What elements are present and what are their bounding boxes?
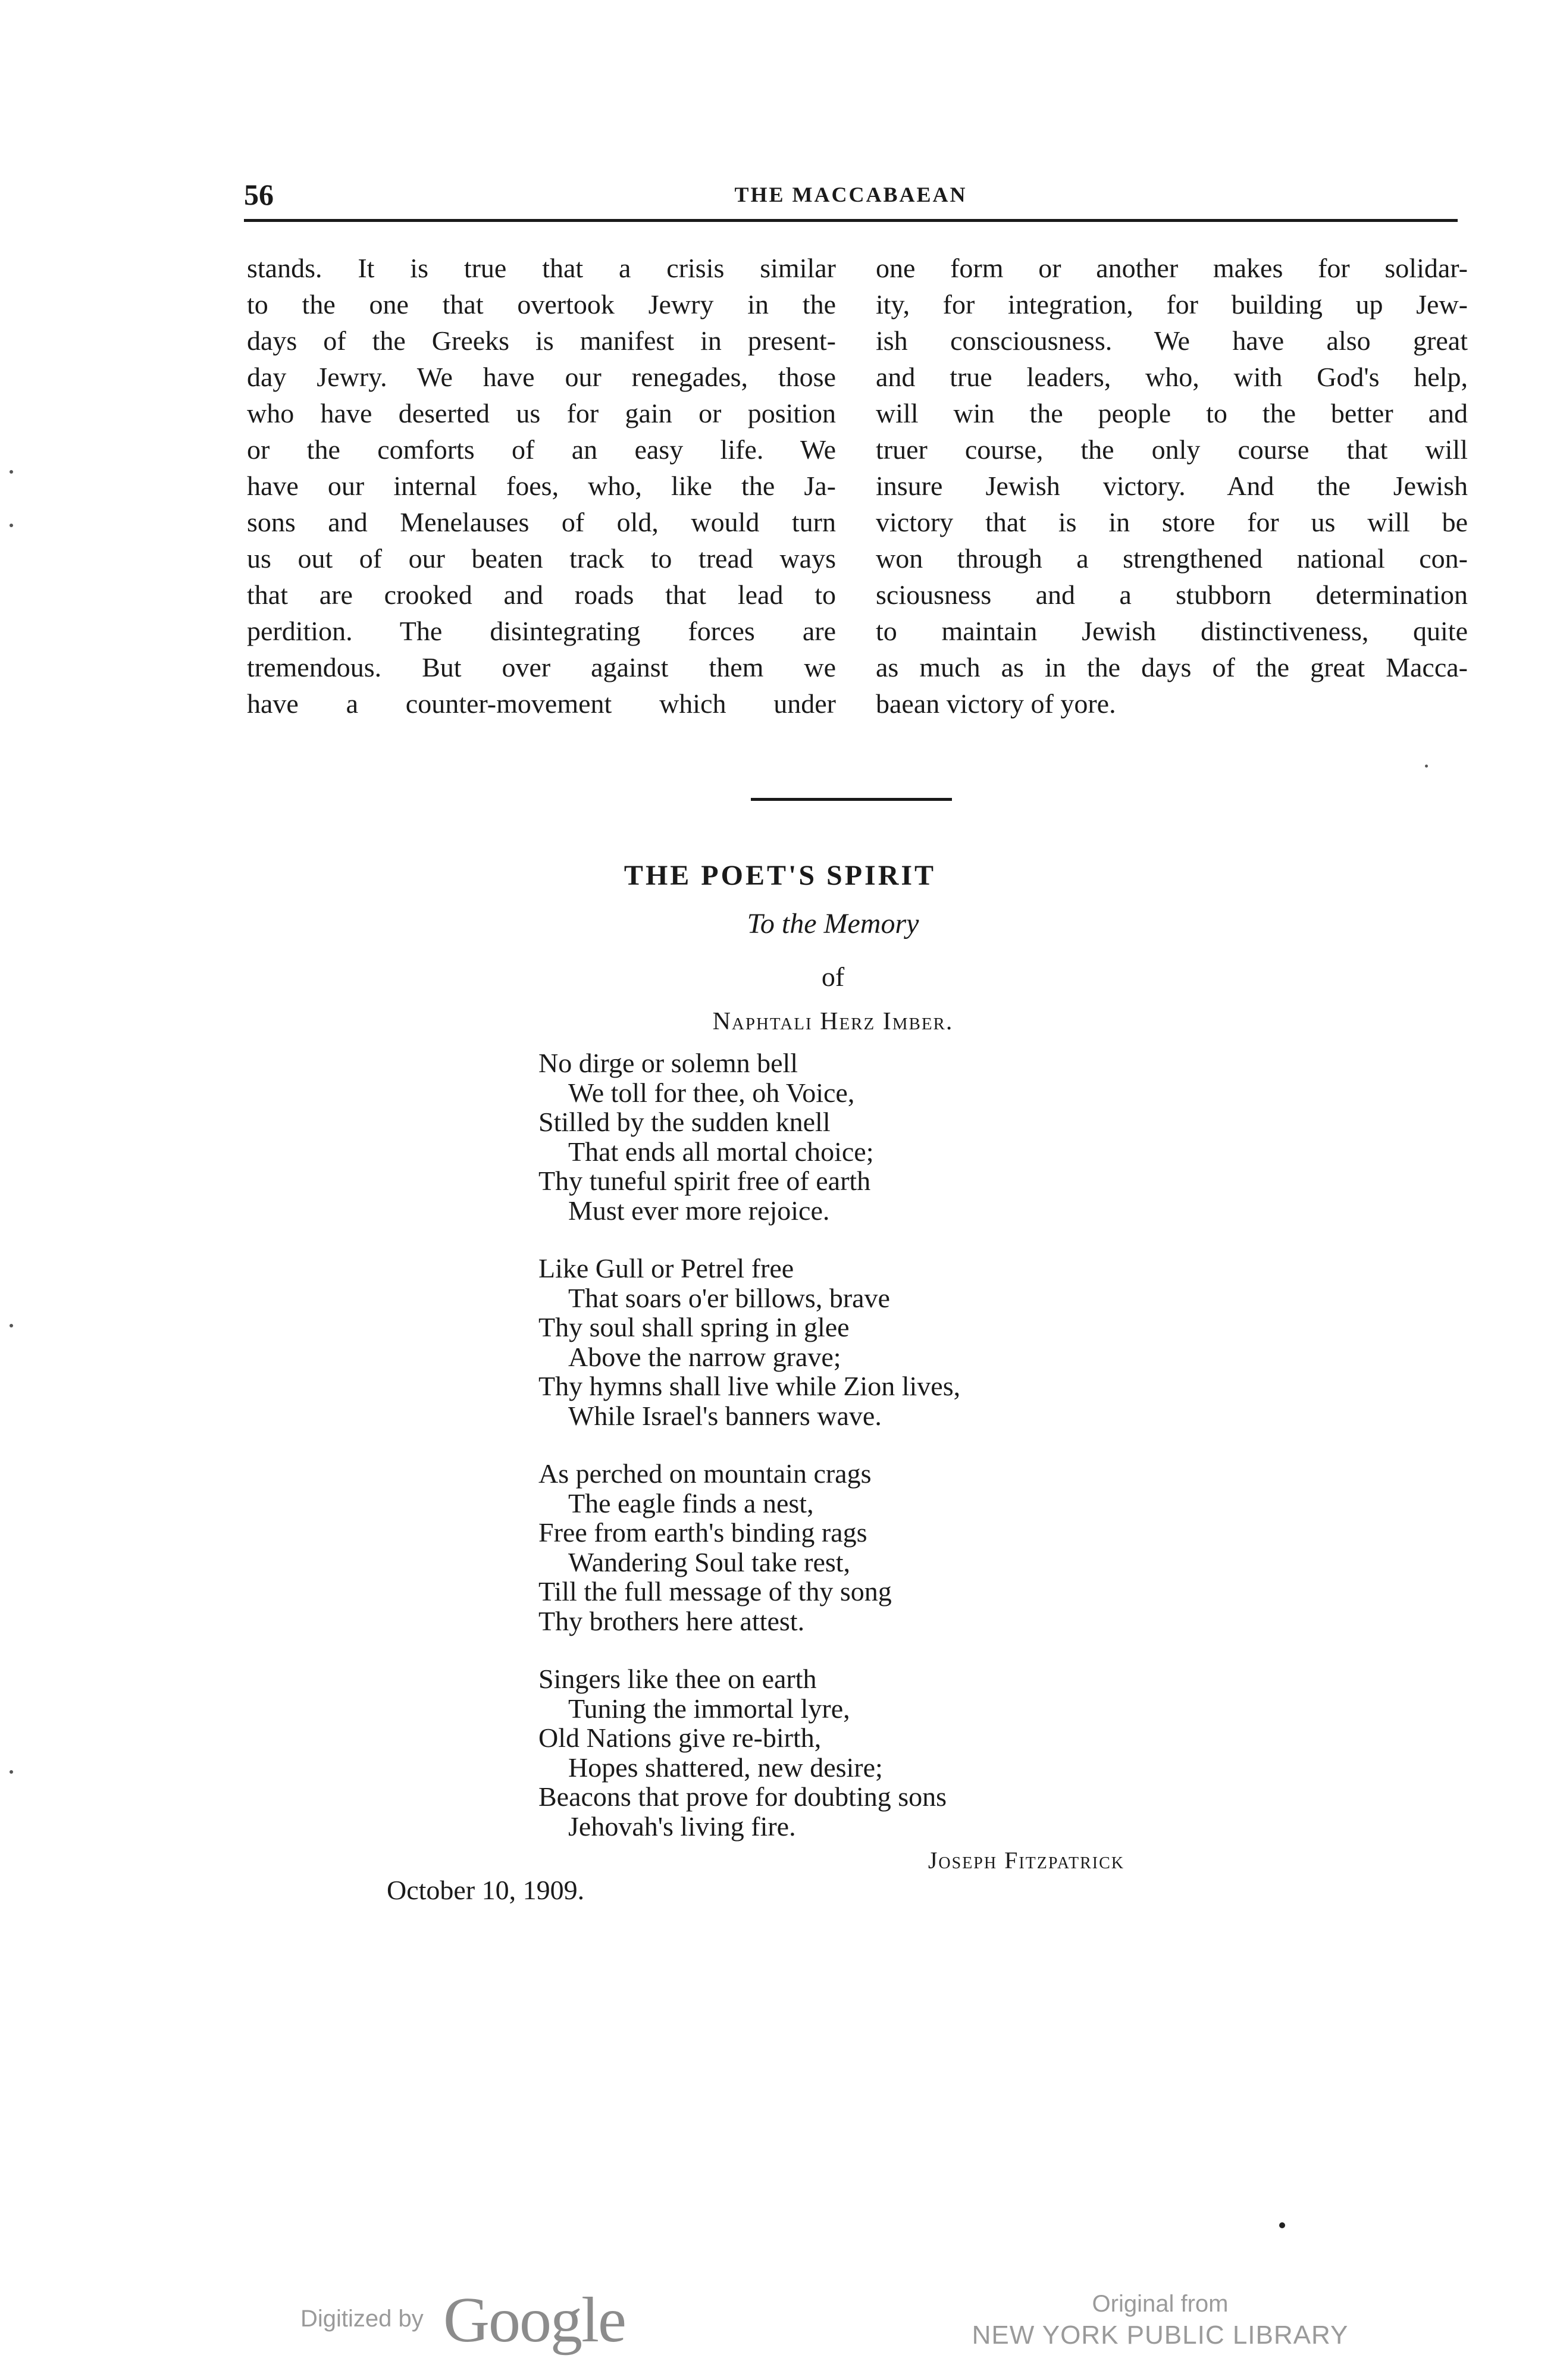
stanza xyxy=(538,1664,1371,1841)
text-line: insure Jewish victory. And the Jewish xyxy=(876,471,1468,501)
verse-line: No dirge or solemn bell xyxy=(538,1048,798,1078)
scan-speck xyxy=(10,524,13,527)
library-name: NEW YORK PUBLIC LIBRARY xyxy=(972,2320,1349,2350)
text-line: us out of our beaten track to tread ways xyxy=(247,543,836,574)
header-rule xyxy=(244,219,1458,222)
dedication-honoree: Naphtali Herz Imber. xyxy=(712,1008,954,1035)
verse-line: As perched on mountain crags xyxy=(538,1458,872,1489)
text-line: won through a strengthened national con- xyxy=(876,543,1468,574)
text-line: day Jewry. We have our renegades, those xyxy=(247,362,836,392)
poem-dedication: To the Memory xyxy=(747,908,919,940)
original-from-label: Original from xyxy=(1092,2291,1229,2317)
text-line: victory that is in store for us will be xyxy=(876,507,1468,537)
text-line: tremendous. But over against them we xyxy=(247,652,836,682)
verse-line: Stilled by the sudden knell xyxy=(538,1107,831,1137)
text-line: have our internal foes, who, like the Ja- xyxy=(247,471,836,501)
verse-line: Thy hymns shall live while Zion lives, xyxy=(538,1371,961,1401)
text-line: to the one that overtook Jewry in the xyxy=(247,289,836,320)
verse-line: Like Gull or Petrel free xyxy=(538,1253,794,1283)
scan-speck xyxy=(1279,2222,1285,2228)
text-line: or the comforts of an easy life. We xyxy=(247,434,836,465)
text-line: days of the Greeks is manifest in present- xyxy=(247,325,836,356)
scan-speck xyxy=(10,470,13,474)
running-head: THE MACCABAEAN xyxy=(734,183,967,206)
verse-line: Wandering Soul take rest, xyxy=(568,1546,851,1577)
text-line: have a counter-movement which under xyxy=(247,688,836,719)
poem-title: THE POET'S SPIRIT xyxy=(624,860,936,891)
stanza xyxy=(538,1048,1371,1225)
dedication-of: of xyxy=(821,962,845,992)
text-line: ity, for integration, for building up Jew- xyxy=(876,289,1468,320)
stanza xyxy=(538,1459,1371,1636)
verse-line: Jehovah's living fire. xyxy=(568,1811,796,1842)
verse-line: Tuning the immortal lyre, xyxy=(568,1693,850,1724)
verse-line: Old Nations give re-birth, xyxy=(538,1723,822,1753)
text-line: and true leaders, who, with God's help, xyxy=(876,362,1468,392)
verse-line: That ends all mortal choice; xyxy=(568,1136,874,1167)
text-line: sciousness and a stubborn determination xyxy=(876,580,1468,610)
digitized-by-label: Digitized by xyxy=(300,2306,424,2332)
google-logo: Google xyxy=(443,2285,625,2356)
verse-line: Singers like thee on earth xyxy=(538,1664,817,1694)
verse-line: Above the narrow grave; xyxy=(568,1341,841,1372)
text-line: baean victory of yore. xyxy=(876,688,1116,719)
left-column xyxy=(247,250,836,722)
text-line: as much as in the days of the great Macca- xyxy=(876,652,1468,682)
verse-line: The eagle finds a nest, xyxy=(568,1488,814,1518)
text-line: perdition. The disintegrating forces are xyxy=(247,616,836,646)
scan-speck xyxy=(1425,765,1428,768)
author-signature: Joseph Fitzpatrick xyxy=(928,1847,1124,1874)
text-line: to maintain Jewish distinctiveness, quite xyxy=(876,616,1468,646)
verse-line: Must ever more rejoice. xyxy=(568,1195,830,1226)
text-line: that are crooked and roads that lead to xyxy=(247,580,836,610)
section-divider xyxy=(751,798,952,801)
text-line: will win the people to the better and xyxy=(876,398,1468,428)
verse-line: Thy brothers here attest. xyxy=(538,1605,805,1636)
poem-date: October 10, 1909. xyxy=(387,1875,585,1905)
verse-line: Beacons that prove for doubting sons xyxy=(538,1781,947,1812)
verse-line: Hopes shattered, new desire; xyxy=(568,1752,883,1783)
text-line: who have deserted us for gain or position xyxy=(247,398,836,428)
page-number: 56 xyxy=(244,178,274,211)
text-line: stands. It is true that a crisis similar xyxy=(247,253,836,283)
verse-line: Free from earth's binding rags xyxy=(538,1517,867,1548)
scan-speck xyxy=(10,1324,13,1327)
verse-line: Thy soul shall spring in glee xyxy=(538,1312,850,1342)
verse-line: Till the full message of thy song xyxy=(538,1576,892,1606)
verse-line: That soars o'er billows, brave xyxy=(568,1282,890,1313)
text-line: sons and Menelauses of old, would turn xyxy=(247,507,836,537)
scan-speck xyxy=(10,1770,13,1774)
verse-line: While Israel's banners wave. xyxy=(568,1400,882,1431)
verse-line: Thy tuneful spirit free of earth xyxy=(538,1166,871,1196)
stanza xyxy=(538,1254,1371,1430)
right-column xyxy=(876,250,1468,722)
text-line: truer course, the only course that will xyxy=(876,434,1468,465)
text-line: one form or another makes for solidar- xyxy=(876,253,1468,283)
verse-line: We toll for thee, oh Voice, xyxy=(568,1077,855,1108)
text-line: ish consciousness. We have also great xyxy=(876,325,1468,356)
